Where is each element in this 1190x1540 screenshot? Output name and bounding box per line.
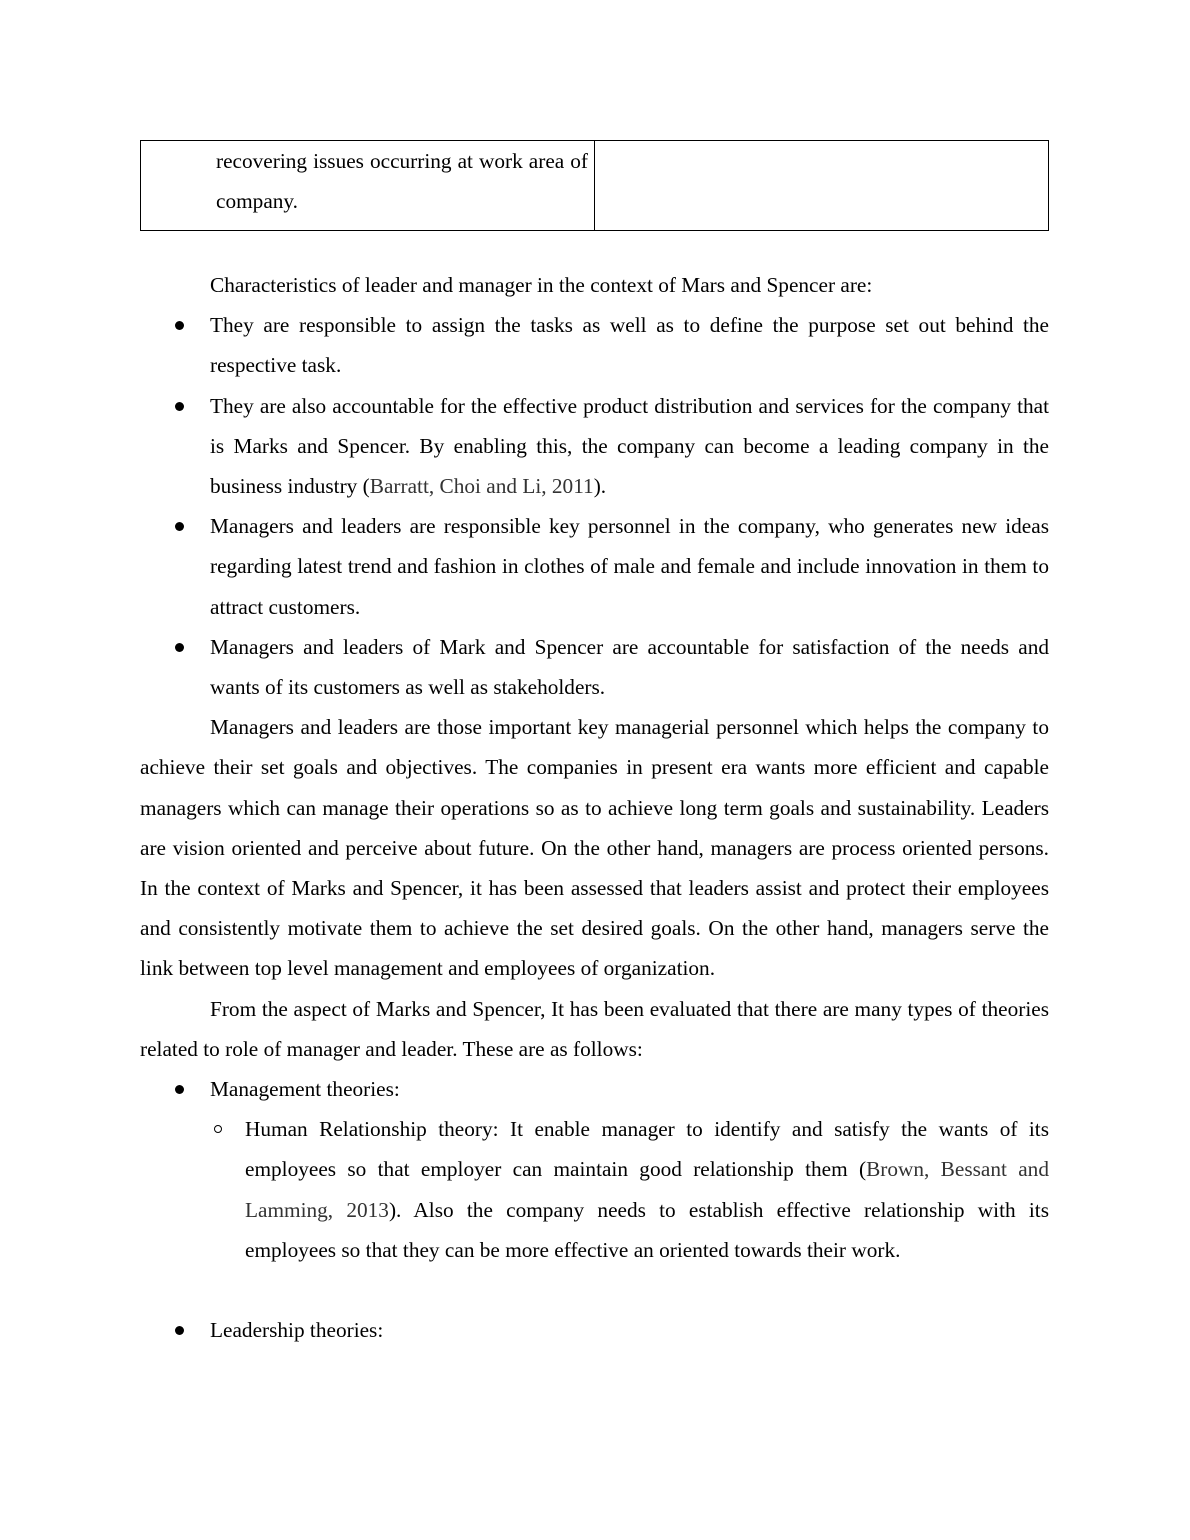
list-item-management-theories <box>140 1069 1049 1109</box>
document-page <box>140 140 1049 1350</box>
table-cell-left <box>141 141 595 231</box>
management-theories-sublist <box>140 1109 1049 1270</box>
list-item <box>140 305 1049 385</box>
list-item <box>140 506 1049 627</box>
list-item-text: Leadership theories: <box>210 1318 384 1343</box>
bullet-icon <box>175 402 184 411</box>
blank-line <box>140 1270 1049 1310</box>
bullet-icon <box>175 1085 184 1094</box>
list-item-text: They are responsible to assign the tasks as well as to define the purpose set out behind the respective task. <box>210 313 1049 378</box>
sub-list-item-human-relationship <box>140 1109 1049 1270</box>
list-item-text-end: ). <box>593 474 607 499</box>
sub-list-item-text-end: ). Also the company needs to establish effective relationship with its employees so that they can be more effective an oriented towards their work. <box>245 1197 1049 1262</box>
circle-bullet-icon <box>214 1125 222 1133</box>
list-item-leadership-theories <box>140 1310 1049 1350</box>
body-paragraph-managers-leaders: Managers and leaders are those important key managerial personnel which helps the company to achieve their set goals and objectives. The companies in present era wants more efficient and capable managers which can manage their operations so as to achieve long term goals and sustainability. Leaders are vision oriented and perceive about future. On the other hand, managers are process oriented persons. In the context of Marks and Spencer, it has been assessed that leaders assist and protect their employees and consistently motivate them to achieve the set desired goals. On the other hand, managers serve the link between top level management and employees of organization. <box>140 715 1049 981</box>
bullet-icon <box>175 321 184 330</box>
list-item-text: Managers and leaders of Mark and Spencer are accountable for satisfaction of the needs and wants of its customers as well as stakeholders. <box>210 634 1049 700</box>
citation: Brown, Bessant and Lamming, 2013 <box>245 1157 1049 1222</box>
list-item-text: Management theories: <box>210 1077 400 1102</box>
bullet-icon <box>175 1326 184 1335</box>
bullet-icon <box>175 522 184 531</box>
body-paragraph-theories-intro: From the aspect of Marks and Spencer, It has been evaluated that there are many types of theories related to role of manager and leader. These are as follows: <box>140 996 1049 1061</box>
sub-list-item-text: Human Relationship theory: It enable manager to identify and satisfy the wants of its employees so that employer can maintain good relationship them ( <box>245 1117 1049 1182</box>
comparison-table-fragment <box>140 140 1049 231</box>
table-cell-right <box>595 141 1049 231</box>
list-item <box>140 386 1049 507</box>
table-row <box>141 141 1049 231</box>
list-item-text: Managers and leaders are responsible key personnel in the company, who generates new ideas regarding latest trend and fashion in clothes of male and female and include innovation in them to attract customers. <box>210 514 1049 619</box>
list-item <box>140 627 1049 707</box>
characteristics-list <box>140 305 1049 707</box>
theories-list <box>140 1069 1049 1109</box>
bullet-icon <box>175 643 184 652</box>
leadership-list <box>140 1310 1049 1350</box>
characteristics-intro: Characteristics of leader and manager in the context of Mars and Spencer are: <box>210 273 873 297</box>
table-cell-text: recovering issues occurring at work area of company. <box>216 149 588 213</box>
citation: Barratt, Choi and Li, 2011 <box>369 474 594 499</box>
list-item-text: They are also accountable for the effective product distribution and services for the company that is Marks and Spencer. By enabling this, the company can become a leading company in the business industry ( <box>210 393 1049 499</box>
